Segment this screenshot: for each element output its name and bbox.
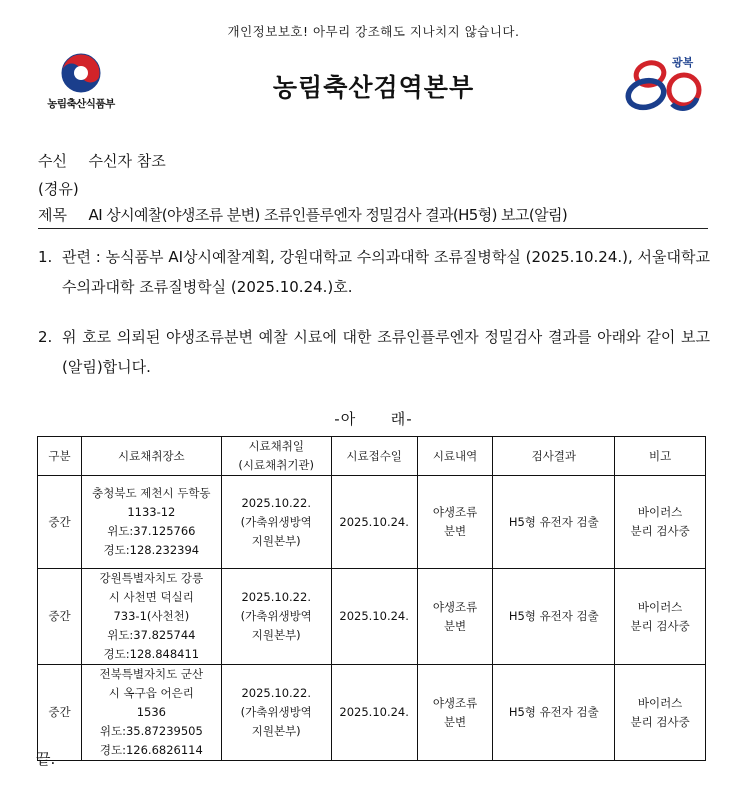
cell-category: 중간: [38, 665, 82, 761]
sampling-line: 2025.10.22.: [241, 590, 311, 604]
header-category: 구분: [38, 437, 82, 476]
location-line: 733-1(사천천): [113, 609, 190, 623]
recipient-value: 수신자 참조: [88, 152, 166, 170]
cell-sample-type: [417, 476, 493, 569]
location-line: 1133-12: [127, 505, 176, 519]
sampling-line: 2025.10.22.: [241, 686, 311, 700]
location-line: 전북특별자치도 군산: [99, 667, 204, 681]
table-header-row: [38, 437, 706, 476]
cell-location: [81, 665, 221, 761]
paragraph-1: [38, 242, 710, 302]
location-line: 경도:128.848411: [103, 647, 200, 661]
cell-category: 중간: [38, 569, 82, 665]
location-line: 시 옥구읍 어은리: [108, 686, 194, 700]
paragraph-2: [38, 322, 710, 382]
end-mark: 끝.: [36, 750, 56, 768]
location-line: 시 사천면 덕실리: [108, 590, 194, 604]
location-line: 충청북도 제천시 두학동: [92, 486, 211, 500]
cell-note: [615, 665, 706, 761]
subject-value: AI 상시예찰(야생조류 분변) 조류인플루엔자 정밀검사 결과(H5형) 보고(알림): [88, 206, 568, 224]
header-divider: [38, 228, 708, 229]
sampling-line: 2025.10.22.: [241, 495, 311, 510]
header-note: 비고: [615, 437, 706, 476]
sample-type-line: 분변: [443, 618, 467, 633]
note-line: 바이러스: [637, 505, 683, 519]
sampling-line: (가축위생방역: [240, 609, 312, 623]
cell-location: [81, 569, 221, 665]
paragraph-text: 위 호로 의뢰된 야생조류분변 예찰 시료에 대한 조류인플루엔자 정밀검사 결과를 아래와 같이 보고(알림)합니다.: [62, 328, 710, 376]
paragraph-number: 2.: [38, 328, 53, 346]
note-line: 분리 검사중: [630, 714, 690, 729]
sample-type-line: 야생조류: [432, 599, 478, 614]
sampling-line: (가축위생방역: [240, 514, 312, 529]
header-result: 검사결과: [493, 437, 615, 476]
liberation-text: 광복: [672, 56, 694, 69]
cell-received: 2025.10.24.: [331, 476, 417, 569]
privacy-notice: 개인정보보호! 아무리 강조해도 지나치지 않습니다.: [227, 24, 520, 39]
location-line: 위도:35.87239505: [99, 724, 203, 738]
section-marker: -아 래-: [334, 410, 413, 428]
results-table: [37, 436, 706, 761]
paragraph-number: 1.: [38, 248, 53, 266]
table-row: [38, 476, 706, 569]
cell-result: H5형 유전자 검출: [493, 569, 615, 665]
header-location: 시료채취장소: [81, 437, 221, 476]
cell-sample-type: [417, 665, 493, 761]
page-title: 농림축산검역본부: [272, 73, 475, 102]
sample-type-line: 분변: [443, 524, 467, 538]
location-line: 경도:128.232394: [103, 543, 200, 557]
recipient-row: [38, 150, 166, 171]
subject-row: [38, 204, 567, 225]
note-line: 바이러스: [637, 599, 683, 614]
sampling-line: 지원본부): [251, 724, 301, 738]
liberation-80-emblem-icon: [622, 52, 710, 112]
location-line: 경도:126.6826114: [99, 743, 203, 757]
ministry-name: 농림축산식품부: [47, 98, 115, 110]
paragraph-text: 관련 : 농식품부 AI상시예찰계획, 강원대학교 수의과대학 조류질병학실 (2025.10.24.), 서울대학교 수의과대학 조류질병학실 (2025.10.24.)호.: [62, 248, 710, 296]
table-row: [38, 569, 706, 665]
cell-result: H5형 유전자 검출: [493, 476, 615, 569]
subject-label: 제목: [38, 206, 67, 224]
location-line: 위도:37.125766: [107, 524, 196, 538]
cell-note: [615, 569, 706, 665]
table-row: [38, 665, 706, 761]
cell-sample-type: [417, 569, 493, 665]
cell-category: 중간: [38, 476, 82, 569]
header-sampling: [221, 437, 331, 476]
via-row: (경유): [38, 180, 79, 198]
location-line: 1536: [136, 705, 166, 719]
header-sampling-org: (시료채취기관): [238, 458, 315, 472]
sample-type-line: 분변: [443, 714, 467, 729]
sampling-line: (가축위생방역: [240, 705, 312, 719]
cell-location: [81, 476, 221, 569]
header-sampling-date: 시료채취일: [248, 439, 304, 453]
header-sample-type: 시료내역: [417, 437, 493, 476]
cell-sampling: [221, 665, 331, 761]
cell-sampling: [221, 476, 331, 569]
sample-type-line: 야생조류: [432, 695, 478, 710]
note-line: 바이러스: [637, 695, 683, 710]
sampling-line: 지원본부): [251, 533, 301, 548]
note-line: 분리 검사중: [630, 524, 690, 538]
cell-sampling: [221, 569, 331, 665]
sample-type-line: 야생조류: [432, 505, 478, 519]
cell-received: 2025.10.24.: [331, 665, 417, 761]
cell-note: [615, 476, 706, 569]
recipient-label: 수신: [38, 152, 67, 170]
note-line: 분리 검사중: [630, 618, 690, 633]
sampling-line: 지원본부): [251, 628, 301, 642]
header-received: 시료접수일: [331, 437, 417, 476]
location-line: 강원특별자치도 강릉: [99, 571, 204, 585]
cell-received: 2025.10.24.: [331, 569, 417, 665]
liberation-80-logo: [622, 52, 710, 112]
cell-result: H5형 유전자 검출: [493, 665, 615, 761]
location-line: 위도:37.825744: [107, 628, 196, 642]
